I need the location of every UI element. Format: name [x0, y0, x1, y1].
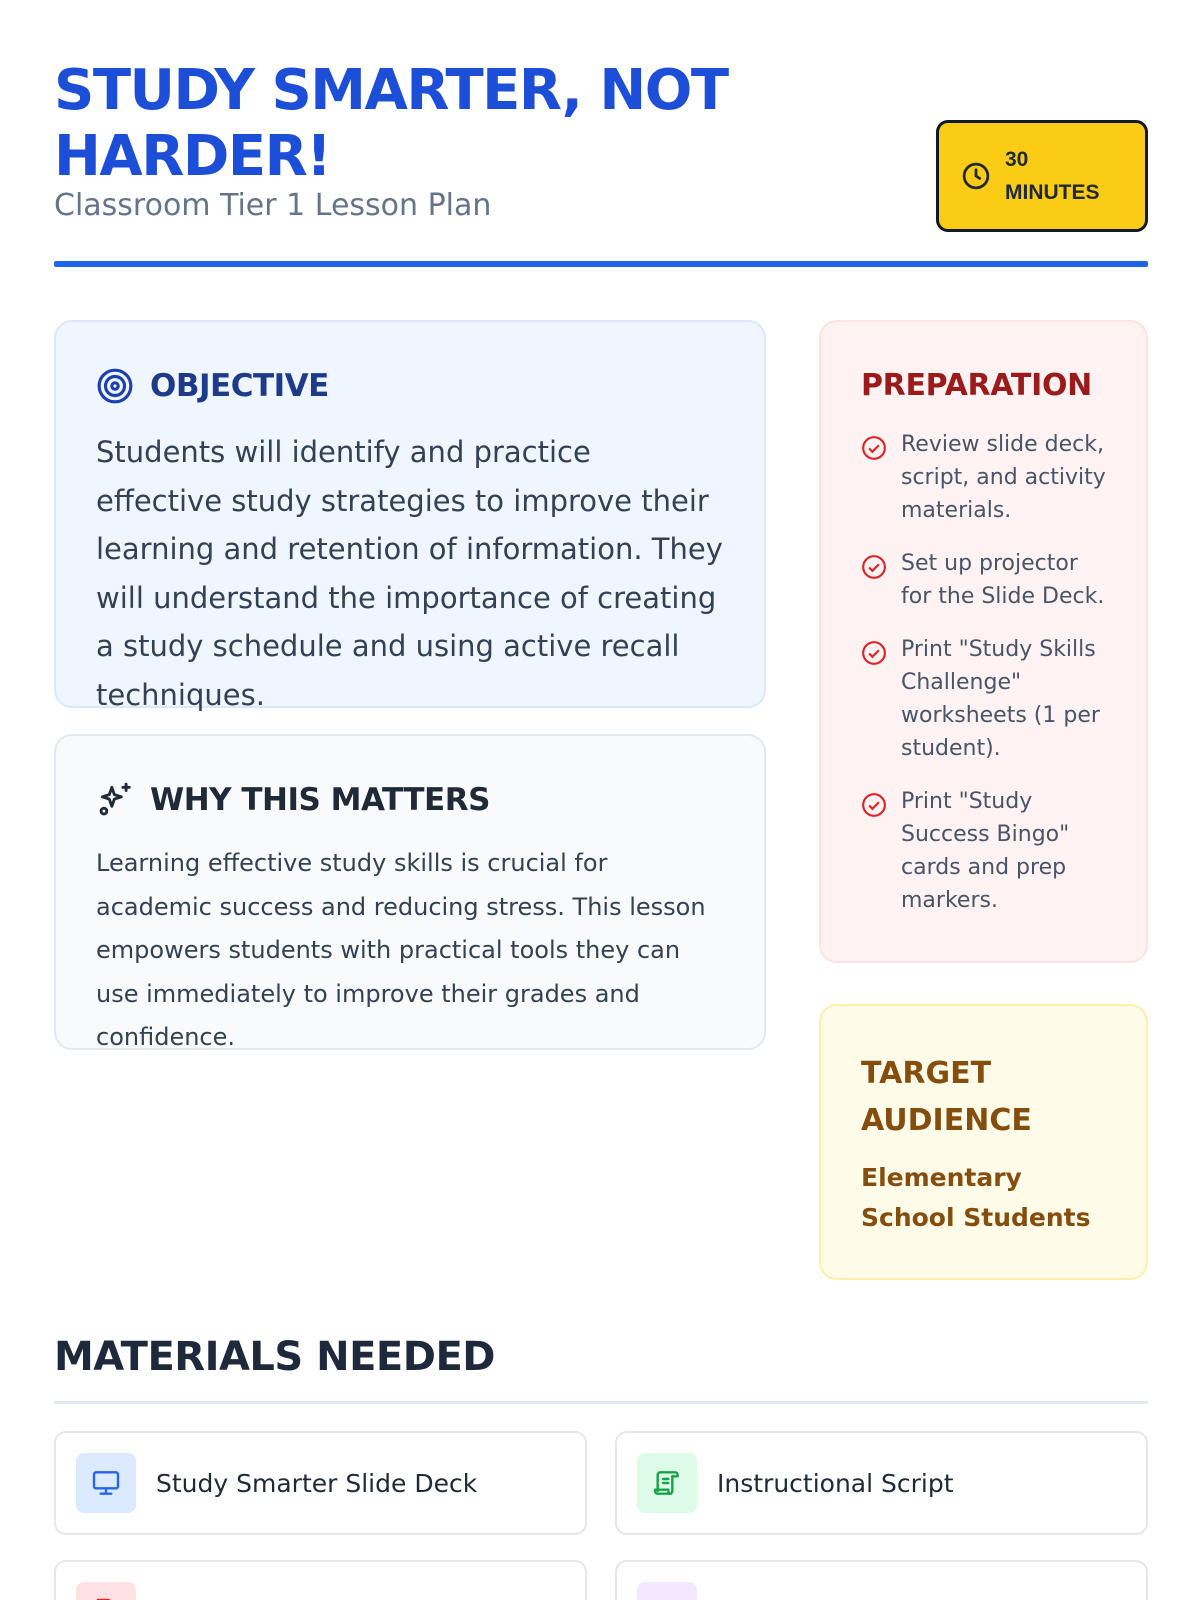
material-icon-tile [637, 1453, 697, 1513]
material-icon-tile [76, 1582, 136, 1600]
check-circle-icon [861, 792, 887, 818]
material-icon-tile [637, 1582, 697, 1600]
objective-heading: OBJECTIVE [150, 368, 329, 404]
preparation-list [861, 428, 1108, 917]
why-matters-heading: WHY THIS MATTERS [150, 782, 490, 818]
material-item-slide-deck[interactable] [54, 1431, 587, 1535]
material-item[interactable] [615, 1560, 1148, 1600]
duration-label: 30 MINUTES [1005, 148, 1100, 204]
target-audience-card [819, 1004, 1148, 1280]
presentation-icon [90, 1467, 122, 1499]
scroll-icon [651, 1467, 683, 1499]
target-audience-value: Elementary School Students [861, 1163, 1091, 1232]
page-subtitle: Classroom Tier 1 Lesson Plan [54, 188, 492, 223]
materials-heading: MATERIALS NEEDED [54, 1334, 495, 1380]
grid-icon [651, 1596, 683, 1600]
material-icon-tile [76, 1453, 136, 1513]
sparkles-icon [96, 781, 134, 819]
clock-icon [961, 161, 991, 191]
header-divider [54, 261, 1148, 267]
check-circle-icon [861, 640, 887, 666]
preparation-item-text: Print "Study Success Bingo" cards and prep markers. [901, 789, 1070, 913]
list-item [861, 633, 1108, 765]
check-circle-icon [861, 435, 887, 461]
material-item[interactable] [54, 1560, 587, 1600]
page-title: STUDY SMARTER, NOT HARDER! [54, 58, 728, 189]
material-label: Study Smarter Slide Deck [156, 1468, 478, 1498]
why-matters-card [54, 734, 766, 1050]
materials-divider [54, 1401, 1148, 1404]
list-item [861, 785, 1108, 917]
page-header [54, 58, 1148, 268]
document-icon [90, 1596, 122, 1600]
material-label: Instructional Script [717, 1468, 954, 1498]
preparation-heading: PREPARATION [861, 368, 1092, 403]
objective-card [54, 320, 766, 712]
material-item-script[interactable] [615, 1431, 1148, 1535]
why-matters-text: Learning effective study skills is crucial for academic success and reducing stress. This lesson empowers students with practical tools they can use immediately to improve their grades and confidence. [96, 849, 706, 1051]
preparation-item-text: Review slide deck, script, and activity materials. [901, 432, 1106, 523]
lesson-plan-page [54, 0, 1148, 1600]
preparation-item-text: Print "Study Skills Challenge" worksheets (1 per student). [901, 637, 1100, 761]
target-icon [96, 367, 134, 405]
target-audience-heading: TARGET AUDIENCE [861, 1056, 1032, 1138]
list-item [861, 547, 1108, 613]
preparation-card [819, 320, 1148, 963]
check-circle-icon [861, 554, 887, 580]
duration-badge [936, 120, 1148, 232]
list-item [861, 428, 1108, 527]
preparation-item-text: Set up projector for the Slide Deck. [901, 551, 1105, 609]
objective-text: Students will identify and practice effective study strategies to improve their learning and retention of information. They will understand the importance of creating a study schedule and using active recall techniques. [96, 435, 723, 712]
